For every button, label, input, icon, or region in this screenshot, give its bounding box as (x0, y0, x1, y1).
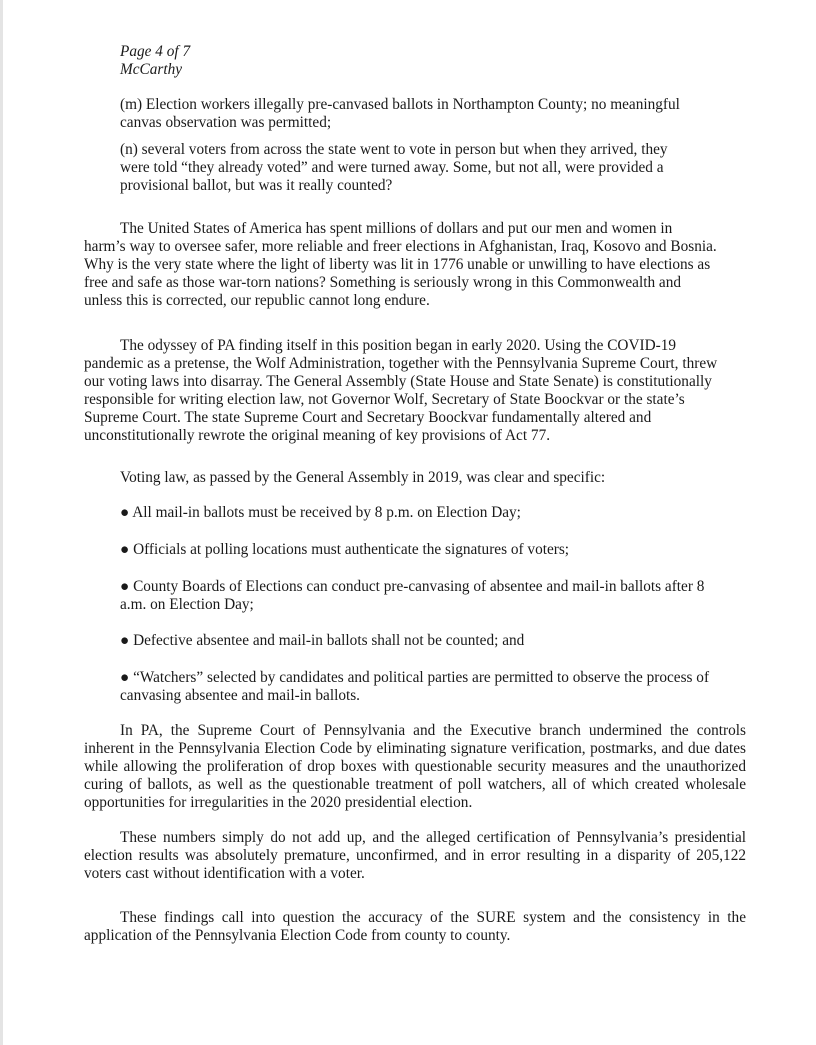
page-edge (0, 0, 3, 1045)
text-line: harm’s way to oversee safer, more reliable and freer elections in Afghanistan, Iraq, Kosovo and Bosnia. (84, 238, 717, 255)
paragraph-findings (84, 909, 746, 945)
text-line: Voting law, as passed by the General Assembly in 2019, was clear and specific: (120, 469, 606, 486)
text-line: responsible for writing election law, not Governor Wolf, Secretary of State Boockvar or the state’s (84, 391, 685, 408)
paragraph-voting-law (84, 469, 746, 487)
text-line: In PA, the Supreme Court of Pennsylvania and the Executive branch undermined the controls (120, 722, 746, 739)
text-line: The United States of America has spent millions of dollars and put our men and women in (120, 220, 673, 237)
text-line: election results was absolutely premature, unconfirmed, and in error resulting in a disparity of 205,122 (84, 847, 746, 864)
text-line: Supreme Court. The state Supreme Court and Secretary Boockvar fundamentally altered and (84, 409, 652, 426)
bullet-item (120, 504, 746, 522)
text-line: a.m. on Election Day; (120, 596, 254, 613)
text-line: application of the Pennsylvania Election Code from county to county. (84, 927, 511, 944)
text-line: voters cast without identification with a voter. (84, 865, 365, 882)
text-line: The odyssey of PA finding itself in this position began in early 2020. Using the COVID-19 (120, 337, 677, 354)
text-line: provisional ballot, but was it really counted? (120, 177, 393, 194)
text-line: while allowing the proliferation of drop boxes with questionable security measures and the unauthorized (84, 758, 746, 775)
text-line: our voting laws into disarray. The General Assembly (State House and State Senate) is constitutionally (84, 373, 712, 390)
text-line: ● “Watchers” selected by candidates and political parties are permitted to observe the process of (120, 669, 710, 686)
text-line: curing of ballots, as well as the questionable treatment of poll watchers, all of which created wholesale (84, 776, 746, 793)
paragraph-numbers (84, 829, 746, 883)
text-line: These numbers simply do not add up, and the alleged certification of Pennsylvania’s presidential (120, 829, 746, 846)
bullet-item (120, 669, 746, 705)
text-line: (n) several voters from across the state went to vote in person but when they arrived, they (120, 141, 668, 158)
text-line: pandemic as a pretense, the Wolf Administration, together with the Pennsylvania Supreme Court, threw (84, 355, 718, 372)
bullet-item (120, 578, 746, 614)
paragraph-odyssey (84, 337, 746, 445)
text-line: Why is the very state where the light of liberty was lit in 1776 unable or unwilling to have elections as (84, 256, 711, 273)
text-line: unconstitutionally rewrote the original meaning of key provisions of Act 77. (84, 427, 551, 444)
list-item-n (120, 141, 746, 195)
text-line: inherent in the Pennsylvania Election Code by eliminating signature verification, postmarks, and due dates (84, 740, 746, 757)
text-line: ● All mail-in ballots must be received by 8 p.m. on Election Day; (120, 504, 521, 521)
text-line: were told “they already voted” and were turned away. Some, but not all, were provided a (120, 159, 664, 176)
text-line: opportunities for irregularities in the 2020 presidential election. (84, 794, 473, 811)
author-name: McCarthy (120, 61, 183, 78)
page-number: Page 4 of 7 (120, 43, 191, 60)
paragraph-us (84, 220, 746, 310)
page-header (120, 43, 782, 79)
bullet-item (120, 541, 746, 559)
text-line: ● County Boards of Elections can conduct pre-canvasing of absentee and mail-in ballots after 8 (120, 578, 705, 595)
text-line: unless this is corrected, our republic cannot long endure. (84, 292, 430, 309)
text-line: These findings call into question the accuracy of the SURE system and the consistency in the (120, 909, 746, 926)
text-line: (m) Election workers illegally pre-canvased ballots in Northampton County; no meaningful (120, 96, 680, 113)
list-item-m (120, 96, 746, 132)
text-line: canvasing absentee and mail-in ballots. (120, 687, 360, 704)
paragraph-pa (84, 722, 746, 812)
bullet-item (120, 632, 746, 650)
text-line: canvas observation was permitted; (120, 114, 332, 131)
text-line: free and safe as those war-torn nations? Something is seriously wrong in this Commonwealth and (84, 274, 682, 291)
text-line: ● Officials at polling locations must authenticate the signatures of voters; (120, 541, 570, 558)
text-line: ● Defective absentee and mail-in ballots shall not be counted; and (120, 632, 525, 649)
